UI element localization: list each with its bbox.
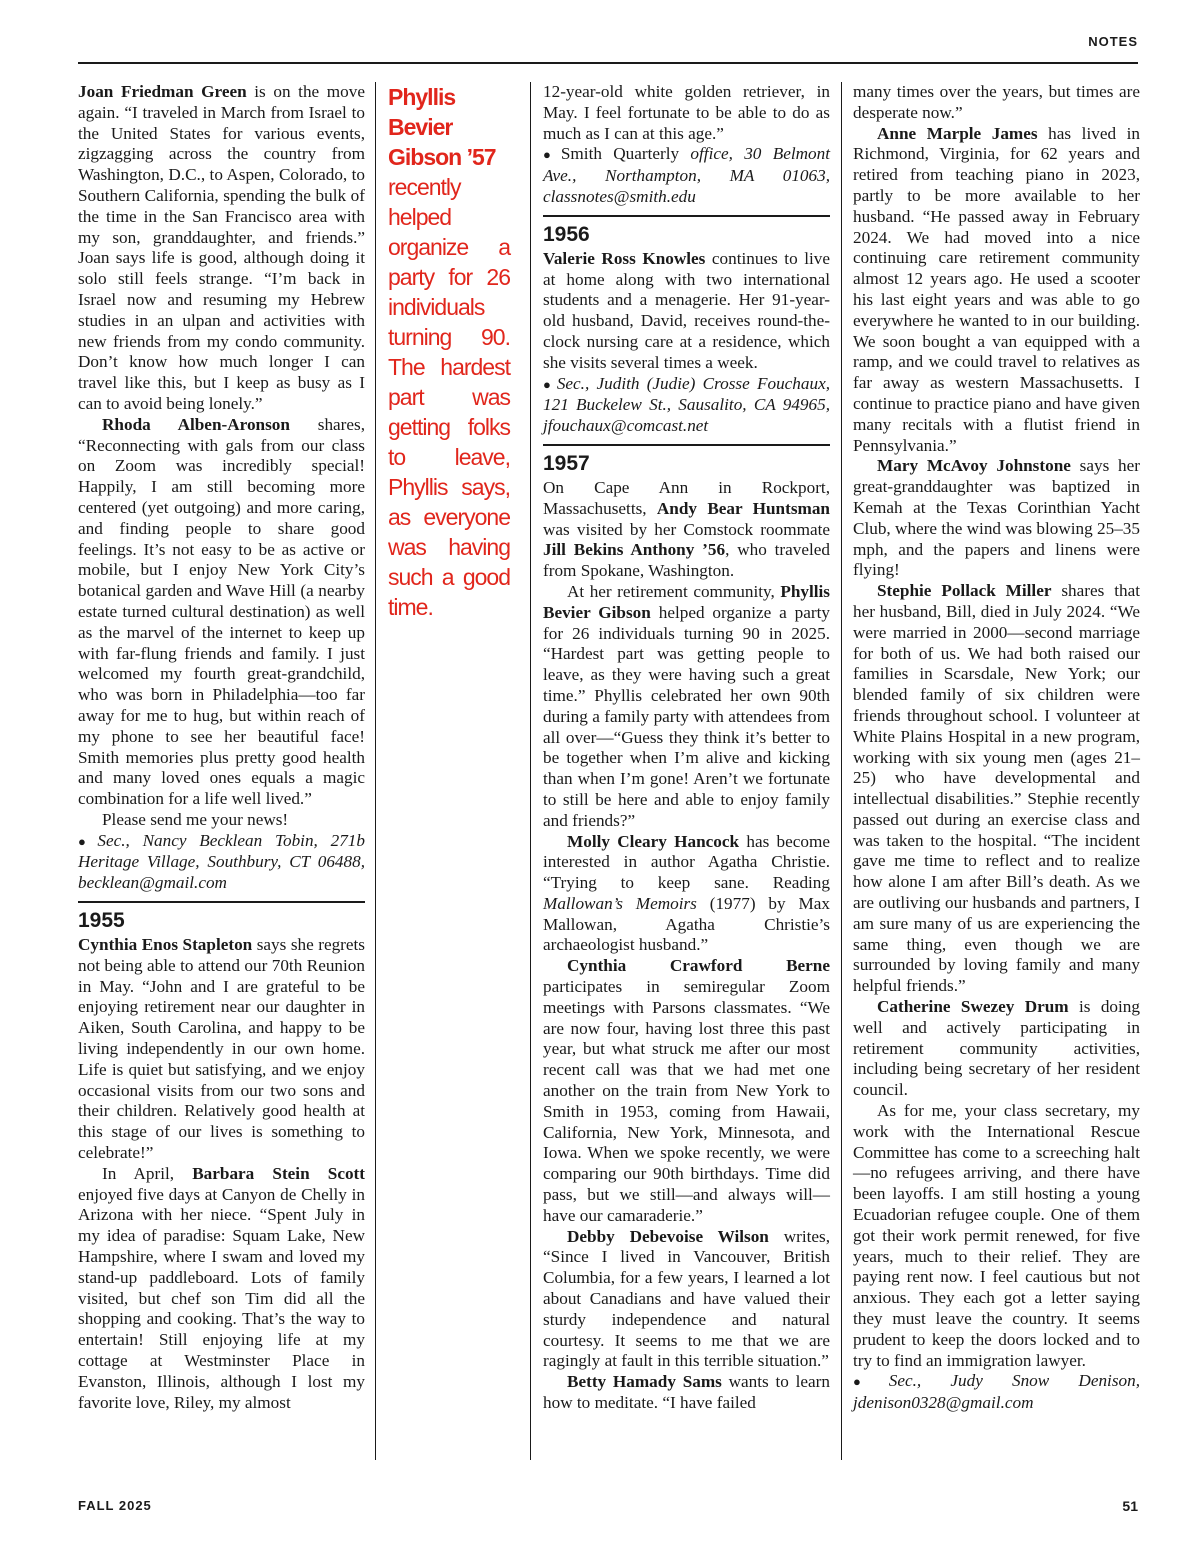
note-paragraph	[78, 935, 365, 1164]
note-paragraph	[853, 456, 1140, 581]
divider	[78, 901, 365, 903]
class-year-heading: 1955	[78, 909, 125, 933]
secretary-contact	[543, 374, 830, 437]
note-text: On Cape Ann in Rockport, Massachusetts,	[543, 477, 830, 518]
note-paragraph: As for me, your class secretary, my work with the International Rescue Committee has come to a screeching halt—no refugees arriving, and there have been layoffs. I am still hosting a young Ecuadorian refugee couple. One of them got their work permit renewed, for five years, much to their relief. They are paying rent now. I feel cautious but not anxious. They each got a letter saying they must leave the country. It seems prudent to keep the doors locked and to try to find an immigration lawyer.	[853, 1101, 1140, 1370]
member-name: Debby Debevoise Wilson	[567, 1226, 769, 1246]
note-text: In April,	[102, 1163, 193, 1183]
note-paragraph	[543, 956, 830, 1226]
secretary-contact	[543, 144, 830, 207]
column-rule	[375, 82, 376, 1460]
note-text: shares, “Reconnecting with gals from our class on Zoom was incredibly special! Happily, I am still becoming more centered (yet outgoing) and more caring, and finding people to share good feelings. It’s not easy to be as active or mobile, but I enjoy New York City’s botanical garden and Wave Hill (a nearby estate turned cultural destination) as well as the marvel of the internet to keep up with far-flung friends and family. I just welcomed my fourth great-grandchild, who was born in Philadelphia—too far away for me to hug, but within reach of my phone to see her beautiful face! Smith memories plus pretty good health and many loved ones equals a magic combination for a life well lived.”	[78, 414, 365, 809]
note-paragraph	[853, 997, 1140, 1101]
note-text: (1977) by Max Mallowan, Agatha Christie’s archaeologist husband.”	[543, 893, 830, 955]
member-name: Barbara Stein Scott	[192, 1163, 365, 1183]
divider	[543, 215, 830, 217]
member-name: Catherine Swezey Drum	[877, 997, 1069, 1017]
column-rule	[530, 82, 531, 1460]
note-paragraph	[543, 832, 830, 957]
member-name: Andy Bear Huntsman	[656, 498, 830, 518]
member-name: Mary McAvoy Johnstone	[877, 456, 1071, 476]
note-text: was visited by her Comstock roommate	[543, 519, 830, 539]
divider	[543, 444, 830, 446]
member-name: Valerie Ross Knowles	[543, 248, 706, 268]
bullet-icon: ●	[543, 376, 554, 392]
secretary-text: Smith Quarterly	[560, 144, 680, 164]
note-paragraph	[543, 582, 830, 832]
column-4	[853, 82, 1140, 1414]
note-paragraph: many times over the years, but times are desperate now.”	[853, 82, 1140, 122]
note-text: writes, “Since I lived in Vancouver, British Columbia, for a few years, I learned a lot about Canadians and have valued their sturdy independence and natural courtesy. It seems to me that we are ragingly at fault in this terrible situation.”	[543, 1226, 830, 1371]
note-paragraph: Please send me your news!	[102, 809, 289, 829]
column-3	[543, 82, 830, 1414]
member-name: Stephie Pollack Miller	[877, 581, 1052, 601]
note-text: has lived in Richmond, Virginia, for 62 years and retired from teaching piano in 2023, partly to be more available to her husband. “He passed away in February 2024. We had moved into a nice continuing care retirement community almost 12 years ago. He used a scooter his last eight years and was able to go everywhere he wanted to in our building. We soon bought a van equipped with a ramp, and we could travel to relatives as far away as western Massachusetts. I continue to practice piano and have given many recitals with a flutist friend in Pennsylvania.”	[853, 123, 1140, 455]
note-text: At her retirement community,	[567, 581, 781, 601]
class-year-heading: 1956	[543, 222, 590, 246]
note-text: enjoyed five days at Canyon de Chelly in Arizona with her niece. “Spent July in my idea of paradise: Squam Lake, New Hampshire, where I swam and loved my stand-up paddleboard. Lots of family visited, but chef son Tim did all the shopping and cooking. That’s the way to entertain! Still enjoying life at my cottage at Westminster Place in Evanston, Illinois, although I lost my favorite love, Riley, my almost	[78, 1184, 365, 1412]
note-text: says her great-granddaughter was baptized in Kemah at the Texas Corinthian Yacht Club, where the wind was blowing 25–35 mph, and the papers and linens were flying!	[853, 456, 1141, 580]
member-name: Phyllis Bevier Gibson	[543, 581, 830, 622]
secretary-contact	[853, 1371, 1140, 1414]
note-paragraph	[853, 124, 1140, 457]
issue-label: FALL 2025	[78, 1498, 152, 1513]
note-text: shares that her husband, Bill, died in July 2024. “We were married in 2000—second marriage for both of us. We had both raised our families in Scarsdale, New York; our blended family of six children were friends throughout school. I volunteer at White Plains Hospital in a new program, working with six young men (ages 21–25) who have developmental and intellectual disabilities.” Stephie recently passed out during an exercise class and was taken to the hospital. “The incident gave me time to reflect and to realize how alone I am after Bill’s death. As we are outliving our husbands and partners, I am sure many of us are experiencing the same thing, even though we are surrounded by loving family and many helpful friends.”	[853, 581, 1140, 996]
bullet-icon: ●	[78, 833, 95, 849]
bullet-icon: ●	[543, 147, 558, 163]
note-paragraph	[78, 415, 365, 810]
note-text: , who traveled from Spokane, Washington.	[543, 540, 830, 581]
note-paragraph	[543, 478, 830, 582]
book-title: Mallowan’s Memoirs	[543, 893, 697, 913]
member-name: Jill Bekins Anthony ’56	[543, 540, 726, 560]
note-text: is on the move again. “I traveled in March from Israel to the United States for various events, zigzagging across the country from Washington, D.C., to Aspen, Colorado, to Southern California, spending the bulk of the time in the San Francisco area with my son, granddaughter, and friends.” Joan says life is good, although doing it solo still feels strange. “I’m back in Israel now and resuming my Hebrew studies in an ulpan and activities with new friends from my condo community. Don’t know how much longer I can travel like this, but I keep as busy as I can to avoid being lonely.”	[78, 82, 365, 413]
member-name: Cynthia Enos Stapleton	[78, 935, 253, 955]
member-name: Anne Marple James	[877, 123, 1038, 143]
secretary-contact	[78, 831, 365, 894]
note-text: says she regrets not being able to attend our 70th Reunion in May. “John and I are grateful to be enjoying retirement near our daughter in Aiken, South Carolina, and happy to be living independently in our own home. Life is quiet but satisfying, and we enjoy occasional visits from our two sons and their children. Relatively good health at this stage of our lives is something to celebrate!”	[78, 935, 365, 1163]
secretary-text: Sec., Judith (Judie) Crosse Fouchaux, 121 Buckelew St., Sausalito, CA 94965, jfouchaux@comcast.net	[543, 373, 830, 436]
note-text: is doing well and actively participating in retirement community activities, including being secretary of her resident council.	[853, 997, 1140, 1100]
member-name: Joan Friedman Green	[78, 82, 247, 101]
member-name: Rhoda Alben-Aronson	[102, 414, 290, 434]
note-text: participates in semiregular Zoom meetings with Parsons classmates. “We are now four, having lost three this past year, but what struck me after our most recent call was that we had met one another on the train from New York to Smith in 1953, coming from Hawaii, California, New York, Minnesota, and Iowa. When we spoke recently, we were comparing our 90th birthdays. Time did pass, but we still—and always will—have our camaraderie.”	[543, 977, 830, 1225]
note-text: helped organize a party for 26 individuals turning 90 in 2025. “Hardest part was getting people to leave, as they were having such a great time.” Phyllis celebrated her own 90th during a family party with attendees from all over—“Guess they think it’s better to be together when I’m alive and kicking than when I’m gone! Aren’t we fortunate to still be here and able to enjoy family and friends?”	[543, 602, 830, 830]
pull-quote	[388, 82, 510, 622]
column-rule	[841, 82, 842, 1460]
member-name: Cynthia Crawford Berne	[567, 956, 830, 976]
bullet-icon: ●	[853, 1374, 886, 1390]
note-paragraph	[78, 1164, 365, 1414]
note-paragraph	[78, 82, 365, 415]
secretary-text: Sec., Judy Snow Denison, jdenison0328@gmail.com	[853, 1371, 1141, 1413]
column-1	[78, 82, 365, 1413]
member-name: Molly Cleary Hancock	[567, 831, 740, 851]
page-number: 51	[1122, 1498, 1138, 1514]
section-label: NOTES	[1088, 34, 1138, 49]
member-name: Betty Hamady Sams	[567, 1372, 722, 1392]
pull-quote-name: Phyllis Bevier Gibson ’57	[388, 84, 496, 170]
note-text: wants to learn how to meditate. “I have failed	[543, 1372, 830, 1413]
class-year-heading: 1957	[543, 451, 590, 475]
note-text: has become interested in author Agatha Christie. “Trying to keep sane. Reading	[543, 831, 831, 893]
top-rule	[78, 62, 1138, 64]
secretary-text: office, 30 Belmont Ave., Northampton, MA 01063, classnotes@smith.edu	[543, 144, 830, 206]
note-paragraph	[543, 249, 830, 374]
secretary-text: Sec., Nancy Becklean Tobin, 271b Heritage Village, Southbury, CT 06488, becklean@gmail.com	[78, 830, 365, 893]
pull-quote-text: recently helped organize a party for 26 individuals turning 90. The hardest part was getting folks to leave, Phyllis says, as everyone was having such a good time.	[388, 174, 510, 620]
note-text: continues to live at home along with two international students and a menagerie. Her 91-year-old husband, David, receives round-the-clock nursing care at a residence, which she visits several times a week.	[543, 248, 830, 372]
note-paragraph	[853, 581, 1140, 997]
note-paragraph	[543, 1227, 830, 1373]
note-paragraph: 12-year-old white golden retriever, in May. I feel fortunate to be able to do as much as I can at this age.”	[543, 82, 830, 143]
note-paragraph	[543, 1372, 830, 1414]
